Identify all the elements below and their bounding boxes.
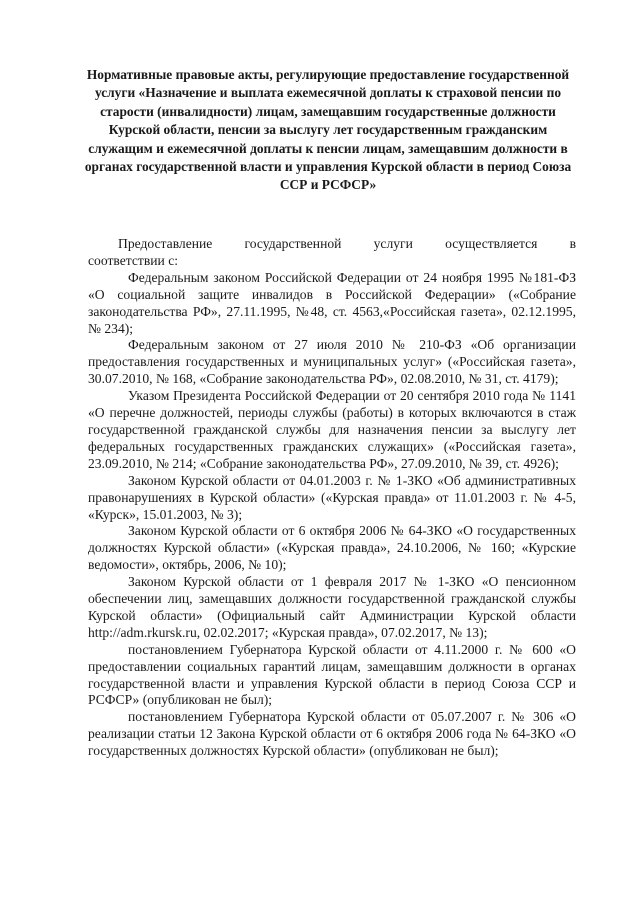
paragraph-regional-law-1-zko-2017: Законом Курской области от 1 февраля 2017 № 1-ЗКО «О пенсионном обеспечении лиц, замещавших должности государственной гражданской службы Курской области» (Официальный сайт Администрации Курской области http://adm.rkursk.ru, 02.02.2017; «Курская правда», 07.02.2017, № 13); [88,574,576,640]
intro-paragraph [88,236,576,270]
paragraph-governor-resolution-306: постановлением Губернатора Курской области от 05.07.2007 г. № 306 «О реализации статьи 12 Закона Курской области от 6 октября 2006 года № 64-ЗКО «О государственных должностях Курской области» (опубликован не был); [88,709,576,759]
intro-rest: соответствии с: [88,252,179,268]
paragraph-federal-law-210: Федеральным законом от 27 июля 2010 № 210-ФЗ «Об организации предоставления государственных и муниципальных услуг» («Российская газета», 30.07.2010, № 168, «Собрание законодательства РФ», 02.08.2010, № 31, ст. 4179); [88,337,576,387]
paragraph-governor-resolution-600: постановлением Губернатора Курской области от 4.11.2000 г. № 600 «О предоставлении социальных гарантий лицам, замещавшим должности в органах государственной власти и управления Курской области в период Союза ССР и РСФСР» (опубликован не был); [88,641,576,708]
paragraph-regional-law-64-zko: Законом Курской области от 6 октября 2006 № 64-ЗКО «О государственных должностях Курской области» («Курская правда», 24.10.2006, № 160; «Курские ведомости», октябрь, 2006, № 10); [88,523,576,573]
paragraph-federal-law-181: Федеральным законом Российской Федерации от 24 ноября 1995 №181-ФЗ «О социальной защите инвалидов в Российской Федерации» («Собрание законодательства РФ», 27.11.1995, №48, ст. 4563,«Российская газета», 02.12.1995, № 234); [88,269,576,336]
document-title: Нормативные правовые акты, регулирующие предоставление государственной услуги «Назначение и выплата ежемесячной доплаты к страховой пенсии по старости (инвалидности) лицам, замещавшим государственные должности Курской области, пенсии за выслугу лет государственным гражданским служащим и ежемесячной доплаты к пенсии лицам, замещавшим должности в органах государственной власти и управления Курской области в период Союза ССР и РСФСР» [84,67,572,193]
document-body [88,236,576,760]
intro-lead: Предоставление государственной услуги осуществляется в [118,236,576,251]
paragraph-presidential-decree-1141: Указом Президента Российской Федерации от 20 сентября 2010 года № 1141 «О перечне должностей, периоды службы (работы) в которых включаются в стаж государственной гражданской службы для назначения пенсии за выслугу лет федеральных государственных гражданских служащих» («Российская газета», 23.09.2010, № 214; «Собрание законодательства РФ», 27.09.2010, № 39, ст. 4926); [88,388,576,471]
paragraph-regional-law-1-zko-2003: Законом Курской области от 04.01.2003 г. № 1-ЗКО «Об административных правонарушениях в Курской области» («Курская правда» от 11.01.2003 г. № 4-5, «Курск», 15.01.2003, № 3); [88,472,576,522]
